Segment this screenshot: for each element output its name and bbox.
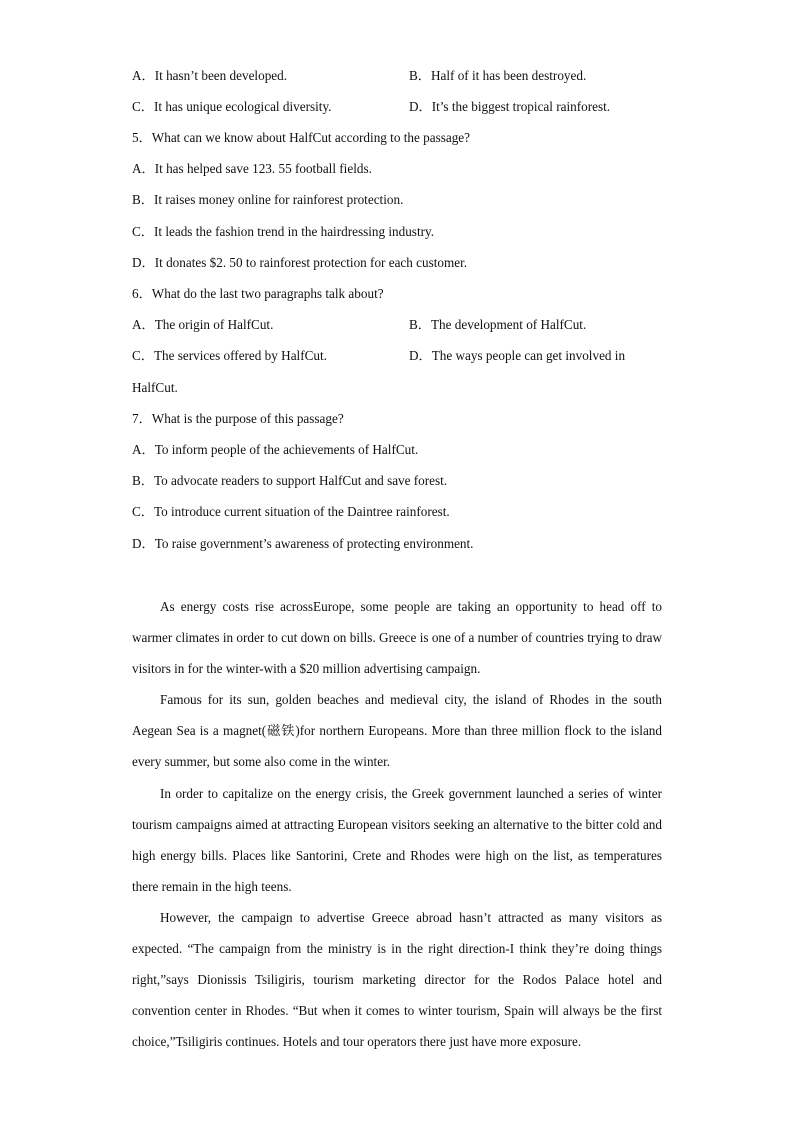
q6-option-d-continued: HalfCut.	[132, 380, 178, 395]
q5-option-c: C．It leads the fashion trend in the hairdressing industry.	[132, 224, 435, 239]
passage-paragraph-4: However, the campaign to advertise Greece abroad hasn’t attracted as many visitors as expected. “The campaign from the ministry is in the right direction-I think they’re doing things right,”says Dionissis Tsiligiris, tourism marketing director for the Rodos Palace hotel and convention center in Rhodes. “But when it comes to winter tourism, Spain will always be the first choice,”Tsiligiris continues. Hotels and tour operators there just have more exposure.	[132, 909, 662, 1050]
q6-option-c: C．The services offered by HalfCut.	[132, 348, 327, 363]
reading-passage	[132, 591, 662, 1057]
q4-option-c: C．It has unique ecological diversity.	[132, 99, 332, 114]
q4-option-d: D．It’s the biggest tropical rainforest.	[409, 99, 611, 114]
q7-stem: 7．What is the purpose of this passage?	[132, 411, 344, 426]
q6-option-a: A．The origin of HalfCut.	[132, 317, 274, 332]
q6-stem: 6．What do the last two paragraphs talk about?	[132, 286, 384, 301]
q5-option-a: A．It has helped save 123. 55 football fields.	[132, 161, 372, 176]
q6-option-d: D．The ways people can get involved in	[409, 348, 626, 363]
passage-paragraph-1: As energy costs rise acrossEurope, some people are taking an opportunity to head off to warmer climates in order to cut down on bills. Greece is one of a number of countries trying to draw visitors in for the winter-with a $20 million advertising campaign.	[132, 599, 662, 677]
passage-paragraph-3: In order to capitalize on the energy crisis, the Greek government launched a series of winter tourism campaigns aimed at attracting European visitors seeking an alternative to the bitter cold and high energy bills. Places like Santorini, Crete and Rhodes were high on the list, as temperatures there remain in the high teens.	[132, 785, 662, 894]
q7-option-a: A．To inform people of the achievements of HalfCut.	[132, 442, 419, 457]
q4-option-a: A．It hasn’t been developed.	[132, 68, 288, 83]
q7-option-b: B．To advocate readers to support HalfCut and save forest.	[132, 473, 448, 488]
q7-option-d: D．To raise government’s awareness of protecting environment.	[132, 536, 474, 551]
q7-option-c: C．To introduce current situation of the Daintree rainforest.	[132, 504, 450, 519]
q5-stem: 5．What can we know about HalfCut according to the passage?	[132, 130, 471, 145]
q5-option-d: D．It donates $2. 50 to rainforest protection for each customer.	[132, 255, 468, 270]
q6-option-b: B．The development of HalfCut.	[409, 317, 587, 332]
passage-paragraph-2: Famous for its sun, golden beaches and medieval city, the island of Rhodes in the south Aegean Sea is a magnet(磁铁)for northern Europeans. More than three million flock to the island every summer, but some also come in the winter.	[132, 692, 662, 770]
q4-option-b: B．Half of it has been destroyed.	[409, 68, 587, 83]
q5-option-b: B．It raises money online for rainforest protection.	[132, 192, 404, 207]
